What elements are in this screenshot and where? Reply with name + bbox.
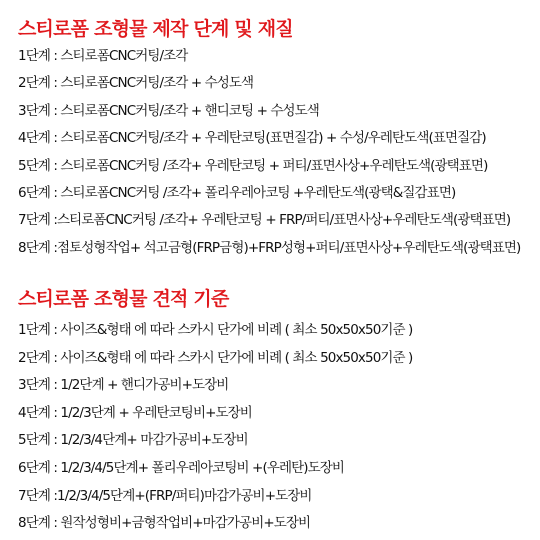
estimate-line: 4단계 : 1/2/3단계 + 우레탄코팅비+도장비 [18,404,252,421]
stage-line: 1단계 : 스티로폼CNC커팅/조각 [18,48,188,64]
estimate-line: 2단계 : 사이즈&형태 에 따라 스카시 단가에 비례 ( 최소 50x50x50기준 ) [18,349,413,366]
estimate-line: 8단계 : 원작성형비+금형작업비+마감가공비+도장비 [18,515,311,532]
estimate-line: 5단계 : 1/2/3/4단계+ 마감가공비+도장비 [18,432,248,449]
estimate-criteria-section [18,287,536,538]
stage-line: 8단계 :점토성형작업+ 석고금형(FRP금형)+FRP성형+퍼티/표면사상+우레탄도색(광택표면) [18,239,521,256]
estimate-line: 7단계 :1/2/3/4/5단계+(FRP/퍼티)마감가공비+도장비 [18,487,312,504]
production-stages-section [18,17,536,262]
estimate-line: 3단계 : 1/2단계 + 핸디가공비+도장비 [18,377,229,394]
stage-line: 7단계 :스티로폼CNC커팅 /조각+ 우레탄코팅 + FRP/퍼티/표면사상+우레탄도색(광택표면) [18,212,511,229]
stage-line: 2단계 : 스티로폼CNC커팅/조각 + 수성도색 [18,75,254,92]
stage-line: 5단계 : 스티로폼CNC커팅 /조각+ 우레탄코팅 + 퍼티/표면사상+우레탄도색(광택표면) [18,157,488,174]
production-stages-title: 스티로폼 조형물 제작 단계 및 재질 [18,18,293,40]
estimate-criteria-title: 스티로폼 조형물 견적 기준 [18,288,229,310]
stage-line: 6단계 : 스티로폼CNC커팅 /조각+ 폴리우레아코팅 +우레탄도색(광택&질감표면) [18,184,456,201]
estimate-line: 1단계 : 사이즈&형태 에 따라 스카시 단가에 비례 ( 최소 50x50x50기준 ) [18,322,413,338]
stage-line: 4단계 : 스티로폼CNC커팅/조각 + 우레탄코팅(표면질감) + 수성/우레탄도색(표면질감) [18,130,486,147]
estimate-line: 6단계 : 1/2/3/4/5단계+ 폴리우레아코팅비 +(우레탄)도장비 [18,459,345,476]
stage-line: 3단계 : 스티로폼CNC커팅/조각 + 핸디코팅 + 수성도색 [18,102,319,119]
